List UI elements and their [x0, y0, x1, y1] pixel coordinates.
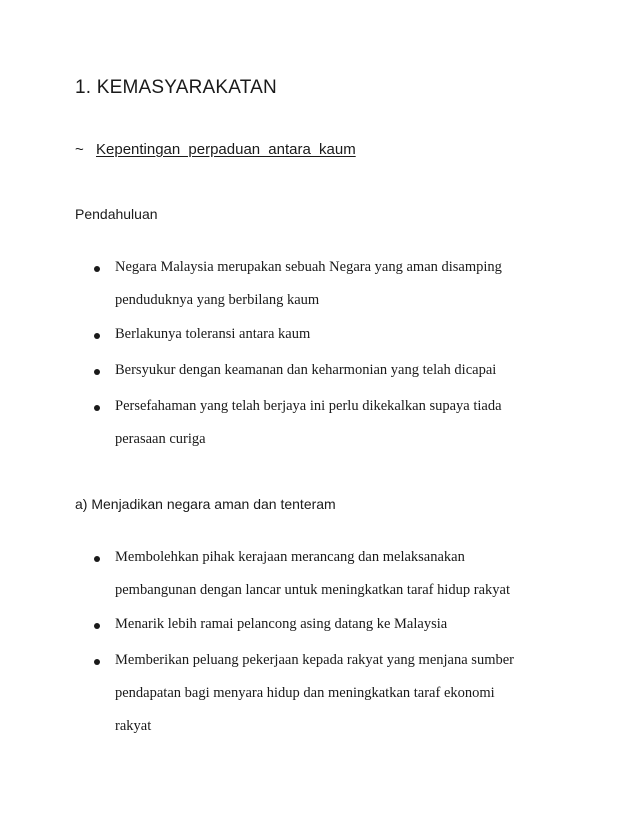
section-label-pendahuluan: Pendahuluan: [75, 206, 158, 222]
list-item-line: perasaan curiga: [115, 431, 206, 447]
list-item-line: Memberikan peluang pekerjaan kepada rakyat yang menjana sumber: [115, 652, 514, 668]
subtopic-title: Kepentingan perpaduan antara kaum: [96, 141, 356, 158]
list-item-line: penduduknya yang berbilang kaum: [115, 292, 320, 308]
bullet-icon: [94, 266, 100, 272]
bullet-icon: [94, 369, 100, 375]
page-heading: 1. KEMASYARAKATAN: [75, 77, 277, 98]
list-item-line: Berlakunya toleransi antara kaum: [115, 326, 311, 342]
bullet-icon: [94, 623, 100, 629]
bullet-icon: [94, 659, 100, 665]
bullet-icon: [94, 556, 100, 562]
list-item-line: Menarik lebih ramai pelancong asing datang ke Malaysia: [115, 616, 448, 632]
list-item-line: Negara Malaysia merupakan sebuah Negara yang aman disamping: [115, 259, 502, 275]
bullet-icon: [94, 333, 100, 339]
list-item-line: Bersyukur dengan keamanan dan keharmonian yang telah dicapai: [115, 362, 497, 378]
bullet-icon: [94, 405, 100, 411]
section-label-menjadikan-negara: a) Menjadikan negara aman dan tenteram: [75, 496, 336, 512]
list-item-line: Persefahaman yang telah berjaya ini perlu dikekalkan supaya tiada: [115, 398, 502, 414]
list-item-line: Membolehkan pihak kerajaan merancang dan melaksanakan: [115, 549, 465, 565]
subtopic-marker: ~: [75, 141, 84, 158]
list-item-line: pendapatan bagi menyara hidup dan meningkatkan taraf ekonomi: [115, 685, 495, 701]
list-item-line: rakyat: [115, 718, 152, 734]
list-item-line: pembangunan dengan lancar untuk meningkatkan taraf hidup rakyat: [115, 582, 510, 598]
